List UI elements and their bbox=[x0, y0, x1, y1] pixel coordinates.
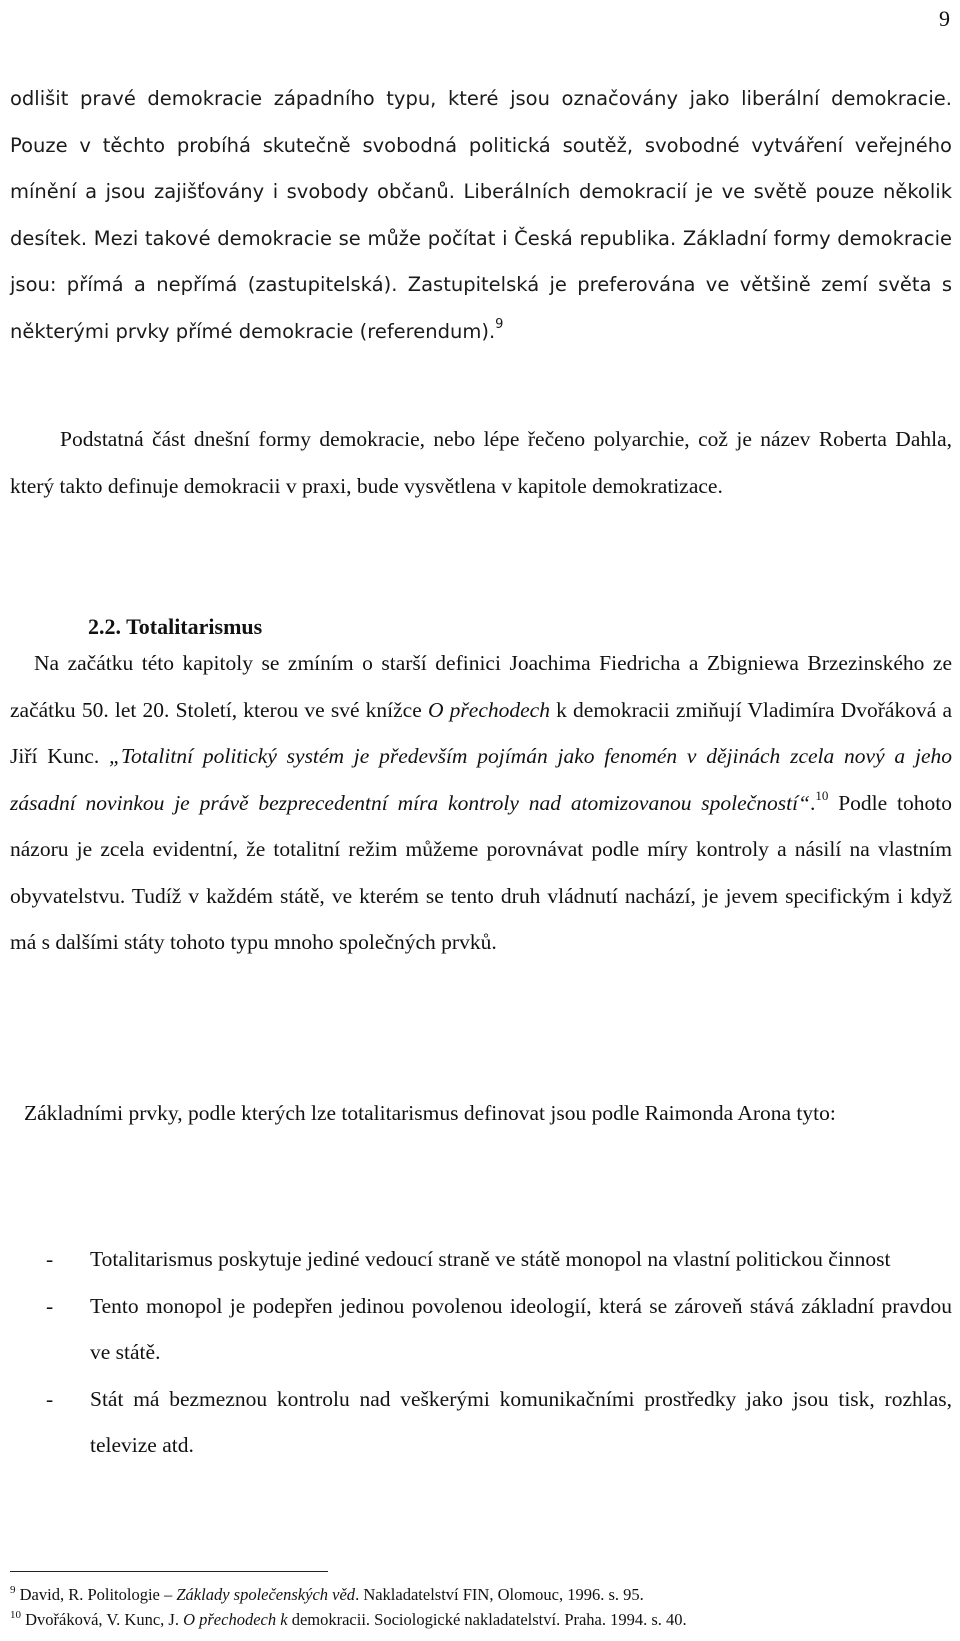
footnote-text: . Nakladatelství FIN, Olomouc, 1996. s. 95. bbox=[355, 1585, 644, 1604]
footnote-ref-10: 10 bbox=[815, 787, 829, 803]
list-item bbox=[10, 1236, 952, 1283]
footnote-9 bbox=[10, 1582, 952, 1607]
quotation: „Totalitní politický systém je především pojímán jako fenomén v dějinách zcela nový a jeho zásadní novinkou je právě bezprecedentní míra kontroly nad atomizovanou společností“ bbox=[10, 744, 952, 815]
footnote-text: Dvořáková, V. Kunc, J. bbox=[21, 1610, 184, 1629]
paragraph-text: Na začátku této kapitoly se zmíním o starší definici Joachima Fiedricha a Zbigniewa Brzezinského ze začátku 50. let 20. Století, kterou ve své knížce bbox=[10, 651, 952, 722]
footnote-text: David, R. Politologie – bbox=[15, 1585, 177, 1604]
footnote-number: 10 bbox=[10, 1609, 21, 1621]
list-marker: - bbox=[46, 1293, 54, 1318]
footnote-italic: O přechodech k bbox=[183, 1610, 288, 1629]
list-item-text: Stát má bezmeznou kontrolu nad veškerými komunikačními prostředky jako jsou tisk, rozhlas, televize atd. bbox=[90, 1386, 952, 1457]
footnotes bbox=[10, 1582, 952, 1632]
page-number: 9 bbox=[939, 6, 950, 31]
footnote-number: 9 bbox=[10, 1584, 16, 1596]
paragraph-text: Podle tohoto názoru je zcela evidentní, že totalitní režim můžeme porovnávat podle míry kontroly a násilí na vlastním obyvatelstvu. Tudíž v každém státě, ve kterém se tento druh vládnutí nachází, je jevem specifickým i když má s dalšími státy tohoto typu mnoho společných prvků. bbox=[10, 790, 952, 954]
footnote-text: demokracii. Sociologické nakladatelství. Praha. 1994. s. 40. bbox=[287, 1610, 687, 1629]
list-item bbox=[10, 1283, 952, 1376]
section-heading: 2.2. Totalitarismus bbox=[88, 614, 263, 639]
footnote-divider bbox=[10, 1571, 328, 1572]
list-item-text: Totalitarismus poskytuje jediné vedoucí straně ve státě monopol na vlastní politickou činnost bbox=[90, 1247, 891, 1271]
list-marker: - bbox=[46, 1247, 54, 1271]
list-item bbox=[10, 1376, 952, 1469]
footnote-italic: Základy společenských věd bbox=[176, 1585, 356, 1604]
footnote-ref-9: 9 bbox=[495, 316, 504, 332]
paragraph-polyarchy: Podstatná část dnešní formy demokracie, nebo lépe řečeno polyarchie, což je název Roberta Dahla, který takto definuje demokracii v praxi, bude vysvětlena v kapitole demokratizace. bbox=[10, 427, 952, 498]
paragraph-text: k demokracii zmiňují Vladimíra Dvořáková a Jiří Kunc. bbox=[10, 697, 952, 768]
totalitarianism-features-list bbox=[10, 1236, 952, 1469]
paragraph-text: . bbox=[810, 790, 816, 815]
paragraph-text: odlišit pravé demokracie západního typu, které jsou označovány jako liberální demokracie. Pouze v těchto probíhá skutečně svobodná politická soutěž, svobodné vytváření veřejného mínění a jsou zajišťovány i svobody občanů. Liberálních demokracií je ve světě pouze několik desítek. Mezi takové demokracie se může počítat i Česká republika. Základní formy demokracie jsou: přímá a nepřímá (zastupitelská). Zastupitelská je preferována ve většině zemí světa s některými prvky přímé demokracie (referendum). bbox=[10, 87, 952, 343]
list-marker: - bbox=[46, 1386, 54, 1411]
paragraph-liberal-democracy bbox=[10, 76, 952, 355]
paragraph-totalitarianism-definition bbox=[10, 640, 952, 966]
list-item-text: Tento monopol je podepřen jedinou povolenou ideologií, která se zároveň stává základní pravdou ve státě. bbox=[90, 1293, 952, 1364]
book-title: O přechodech bbox=[427, 697, 550, 722]
footnote-10 bbox=[10, 1607, 952, 1632]
paragraph-aron: Základními prvky, podle kterých lze totalitarismus definovat jsou podle Raimonda Arona tyto: bbox=[24, 1101, 836, 1125]
